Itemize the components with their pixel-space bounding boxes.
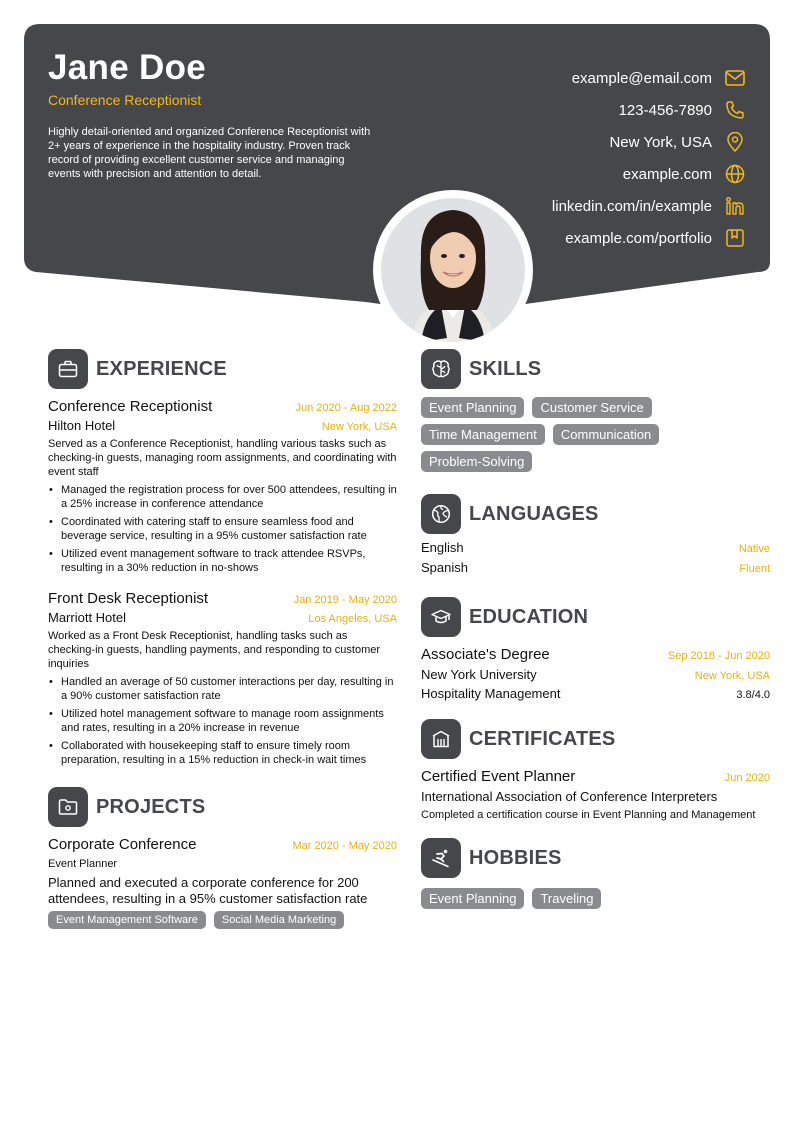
language-level: Native — [738, 543, 770, 555]
job-date: Jun 2020 - Aug 2022 — [295, 402, 397, 414]
project-description: Planned and executed a corporate conference for 200 attendees, resulting in a 95% customer satisfaction rate — [48, 875, 368, 906]
language-name: English — [421, 540, 464, 555]
hobbies-header — [421, 838, 770, 878]
bookmark-icon — [724, 227, 746, 249]
contact-website[interactable] — [426, 158, 746, 190]
education-gpa: 3.8/4.0 — [736, 689, 770, 701]
skill-tag: Event Planning — [421, 397, 524, 418]
project-tag: Event Management Software — [48, 911, 206, 929]
experience-header — [48, 349, 397, 389]
certificate-row — [421, 768, 770, 785]
education-field-row — [421, 686, 770, 701]
education-location: New York, USA — [694, 670, 770, 682]
experience-entry — [48, 398, 397, 575]
contact-location-text: New York, USA — [609, 133, 712, 151]
project-tags — [48, 911, 397, 935]
education-field: Hospitality Management — [421, 686, 561, 701]
project-title: Corporate Conference — [48, 836, 197, 853]
briefcase-icon — [48, 349, 88, 389]
education-date: Sep 2018 - Jun 2020 — [667, 650, 770, 662]
job-bullet: • Managed the registration process for over 500 attendees, resulting in a 25% increase in conference attendance — [48, 483, 397, 511]
job-bullet: • Collaborated with housekeeping staff to ensure timely room preparation, resulting in a 15% reduction in check-in wait times — [48, 739, 397, 767]
phone-icon — [724, 99, 746, 121]
language-row — [421, 560, 770, 580]
job-company: Marriott Hotel — [48, 610, 127, 625]
project-entry — [48, 836, 397, 935]
skill-tag: Time Management — [421, 424, 545, 445]
right-column — [421, 349, 770, 915]
education-title: EDUCATION — [469, 605, 589, 628]
languages-header — [421, 494, 770, 534]
hobbies-title: HOBBIES — [469, 846, 562, 869]
institution-icon — [421, 719, 461, 759]
project-tag: Social Media Marketing — [214, 911, 344, 929]
certificate-description: Completed a certification course in Event Planning and Management — [421, 809, 756, 821]
linkedin-icon — [724, 195, 746, 217]
languages-title: LANGUAGES — [469, 502, 599, 525]
left-column — [48, 349, 397, 935]
education-entry — [421, 646, 770, 701]
contact-location — [426, 126, 746, 158]
job-bullets — [48, 483, 397, 575]
candidate-role: Conference Receptionist — [48, 92, 202, 108]
certificate-issuer: International Association of Conference Interpreters — [421, 789, 718, 804]
skills-header — [421, 349, 770, 389]
job-bullet: • Utilized event management software to track attendee RSVPs, resulting in a 30% reduction in no-shows — [48, 547, 397, 575]
skiing-icon — [421, 838, 461, 878]
hobby-tag: Traveling — [532, 888, 601, 909]
project-header — [48, 836, 397, 853]
skills-title: SKILLS — [469, 357, 542, 380]
envelope-icon — [724, 67, 746, 89]
project-role: Event Planner — [48, 858, 118, 870]
projects-header — [48, 787, 397, 827]
job-location: New York, USA — [321, 421, 397, 433]
skill-tag: Customer Service — [532, 397, 651, 418]
contact-phone-text[interactable]: 123-456-7890 — [618, 101, 712, 119]
certificate-date: Jun 2020 — [724, 772, 770, 784]
folder-icon — [48, 787, 88, 827]
job-header — [48, 398, 397, 415]
certificates-header — [421, 719, 770, 759]
job-bullets — [48, 675, 397, 767]
contact-email-text[interactable]: example@email.com — [571, 69, 712, 87]
hobbies-tags — [421, 888, 770, 915]
projects-title: PROJECTS — [96, 795, 206, 818]
education-school: New York University — [421, 667, 537, 682]
globe-icon — [724, 163, 746, 185]
profile-summary: Highly detail-oriented and organized Conference Receptionist with 2+ years of experience in the hospitality industry. Proven track record of providing excellent customer service and managing events with precision and attention to detail. — [48, 126, 371, 180]
graduation-cap-icon — [421, 597, 461, 637]
globe-languages-icon — [421, 494, 461, 534]
languages-list — [421, 540, 770, 580]
job-header — [48, 590, 397, 607]
skill-tag: Problem-Solving — [421, 451, 532, 472]
job-location: Los Angeles, USA — [308, 613, 397, 625]
contact-email[interactable] — [426, 62, 746, 94]
hobby-tag: Event Planning — [421, 888, 524, 909]
job-company: Hilton Hotel — [48, 418, 116, 433]
location-pin-icon — [724, 131, 746, 153]
profile-photo — [381, 198, 525, 342]
education-header — [421, 597, 770, 637]
contact-website-text[interactable]: example.com — [622, 165, 712, 183]
job-title: Conference Receptionist — [48, 398, 213, 415]
job-date: Jan 2019 - May 2020 — [293, 594, 397, 606]
contact-linkedin-text[interactable]: linkedin.com/in/example — [551, 197, 712, 215]
job-bullet: • Handled an average of 50 customer interactions per day, resulting in a 90% customer satisfaction rate — [48, 675, 397, 703]
language-row — [421, 540, 770, 560]
certificates-title: CERTIFICATES — [469, 727, 616, 750]
job-description: Served as a Conference Receptionist, handling various tasks such as checking-in guests, managing room assignments, and coordinating with event staff — [48, 438, 397, 478]
job-description: Worked as a Front Desk Receptionist, handling tasks such as checking-in guests, handling payments, and responding to customer inquiries — [48, 630, 381, 670]
job-company-row — [48, 418, 397, 433]
experience-entry — [48, 590, 397, 767]
experience-title: EXPERIENCE — [96, 357, 227, 380]
project-date: Mar 2020 - May 2020 — [292, 840, 397, 852]
skills-tags — [421, 397, 770, 478]
contact-portfolio-text[interactable]: example.com/portfolio — [565, 229, 712, 247]
job-bullet: • Utilized hotel management software to manage room assignments and rates, resulting in a 20% increase in revenue — [48, 707, 397, 735]
brain-icon — [421, 349, 461, 389]
certificate-entry — [421, 768, 770, 822]
certificate-name: Certified Event Planner — [421, 768, 576, 785]
language-level: Fluent — [739, 563, 770, 575]
education-degree: Associate's Degree — [421, 646, 550, 663]
language-name: Spanish — [421, 560, 468, 575]
job-title: Front Desk Receptionist — [48, 590, 209, 607]
job-company-row — [48, 610, 397, 625]
job-bullet: • Coordinated with catering staff to ensure seamless food and beverage service, resulting in a 95% customer satisfaction rate — [48, 515, 397, 543]
education-degree-row — [421, 646, 770, 663]
education-school-row — [421, 667, 770, 682]
contact-phone[interactable] — [426, 94, 746, 126]
skill-tag: Communication — [553, 424, 659, 445]
candidate-name: Jane Doe — [48, 48, 207, 87]
